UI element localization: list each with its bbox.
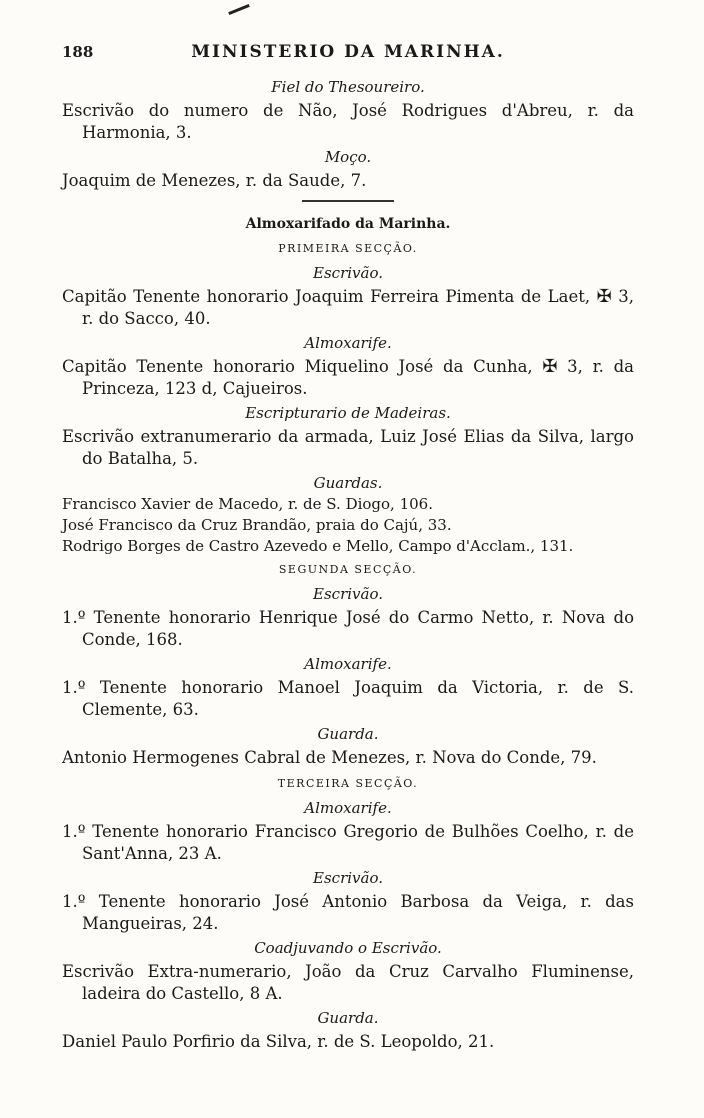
entry-escrivao-s3: 1.º Tenente honorario José Antonio Barbosa da Veiga, r. das Mangueiras, 24. [62, 892, 634, 933]
cross-order-icon: ✠ [596, 286, 612, 307]
section-divider [302, 200, 394, 202]
entry-almoxarife-s2: 1.º Tenente honorario Manoel Joaquim da Victoria, r. de S. Clemente, 63. [62, 678, 634, 719]
heading-segunda-seccao: SEGUNDA SECÇÃO. [278, 563, 418, 576]
role-fiel-tesoureiro: Fiel do Thesoureiro. [271, 78, 425, 96]
entry-almoxarife-s1 [62, 356, 634, 400]
entry-guarda: Francisco Xavier de Macedo, r. de S. Diogo, 106. [62, 495, 433, 513]
role-coadjuvando-s3: Coadjuvando o Escrivão. [254, 939, 442, 957]
entry-guarda-s3: Daniel Paulo Porfirio da Silva, r. de S. Leopoldo, 21. [62, 1032, 495, 1051]
entry-coadjuvando-s3: Escrivão Extra-numerario, João da Cruz Carvalho Fluminense, ladeira do Castello, 8 A. [62, 962, 634, 1003]
role-almoxarife-s3: Almoxarife. [304, 799, 392, 817]
entry-guarda-s2: Antonio Hermogenes Cabral de Menezes, r. Nova do Conde, 79. [62, 748, 597, 767]
ink-mark [228, 4, 250, 15]
almoxarifado-title: Almoxarifado da Marinha. [245, 216, 451, 232]
entry-escrivao-s1 [62, 286, 634, 330]
entry-guarda: José Francisco da Cruz Brandão, praia do Cajú, 33. [62, 516, 452, 534]
role-guardas-s1: Guardas. [313, 474, 383, 492]
entry-text-after: 3, r. da Princeza, 123 d, Cajueiros. [82, 357, 634, 398]
heading-terceira-seccao: TERCEIRA SECÇÃO. [277, 777, 419, 790]
entry-text-before: Capitão Tenente honorario Joaquim Ferreira Pimenta de Laet, [62, 287, 591, 306]
entry-escrivao-nao: Escrivão do numero de Não, José Rodrigues d'Abreu, r. da Harmonia, 3. [62, 101, 634, 142]
page-header [62, 42, 634, 76]
role-almoxarife-s1: Almoxarife. [304, 334, 392, 352]
entry-escripturario-s1: Escrivão extranumerario da armada, Luiz José Elias da Silva, largo do Batalha, 5. [62, 427, 634, 468]
cross-order-icon: ✠ [542, 356, 558, 377]
role-escrivao-s3: Escrivão. [313, 869, 383, 887]
page-title: MINISTERIO DA MARINHA. [191, 42, 505, 62]
entry-text-before: Capitão Tenente honorario Miquelino José da Cunha, [62, 357, 533, 376]
role-escrivao-s1: Escrivão. [313, 264, 383, 282]
page-number: 188 [62, 43, 94, 61]
role-escrivao-s2: Escrivão. [313, 585, 383, 603]
entry-guarda: Rodrigo Borges de Castro Azevedo e Mello, Campo d'Acclam., 131. [62, 537, 574, 555]
role-guarda-s2: Guarda. [317, 725, 379, 743]
role-guarda-s3: Guarda. [317, 1009, 379, 1027]
heading-primeira-seccao: PRIMEIRA SECÇÃO. [278, 242, 418, 255]
entry-moco: Joaquim de Menezes, r. da Saude, 7. [62, 171, 367, 190]
role-almoxarife-s2: Almoxarife. [304, 655, 392, 673]
document-page [62, 42, 634, 1055]
entry-text-after: 3, r. do Sacco, 40. [82, 287, 634, 328]
entry-escrivao-s2: 1.º Tenente honorario Henrique José do Carmo Netto, r. Nova do Conde, 168. [62, 608, 634, 649]
role-moco: Moço. [324, 148, 372, 166]
role-escripturario-s1: Escripturario de Madeiras. [245, 404, 451, 422]
entry-almoxarife-s3: 1.º Tenente honorario Francisco Gregorio de Bulhões Coelho, r. de Sant'Anna, 23 A. [62, 822, 634, 863]
